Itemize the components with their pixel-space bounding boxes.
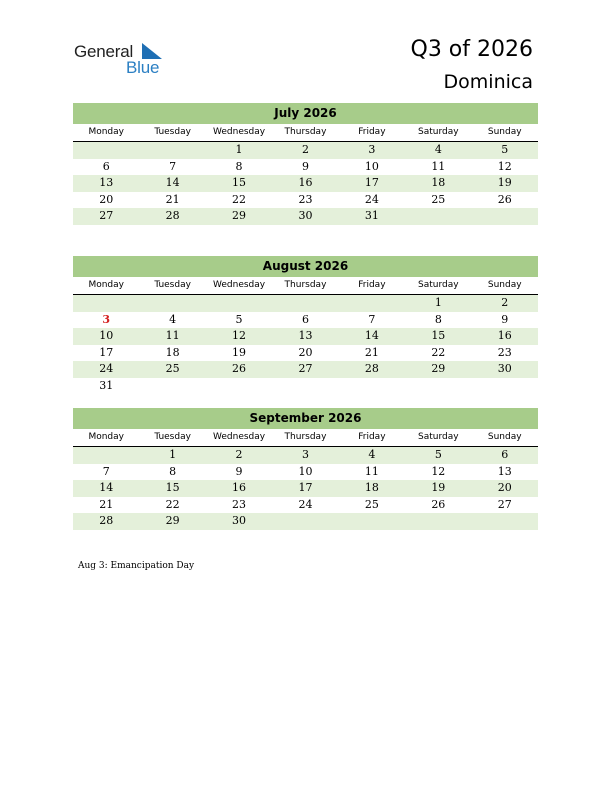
week-row [73,464,538,481]
day-cell: 8 [434,312,442,326]
weekday-label: Wednesday [213,280,266,290]
day-cell: 25 [364,497,379,511]
week-row [73,295,538,312]
day-cell: 28 [99,514,114,527]
day-cell: 9 [301,159,309,173]
week-row [73,480,538,497]
weekday-header-row [73,124,538,142]
weekday-label: Monday [88,280,124,290]
weekday-label: Tuesday [154,127,191,137]
day-cell: 12 [431,464,446,478]
week-row [73,447,538,464]
day-cell: 30 [298,209,313,222]
logo-flag-icon [142,43,164,59]
day-cell: 5 [434,448,442,461]
day-cell: 25 [165,362,180,375]
day-cell: 5 [235,312,243,326]
day-cell: 31 [99,378,114,392]
weekday-label: Sunday [487,127,522,137]
weekday-label: Monday [88,432,124,442]
week-row [73,192,538,209]
day-cell [472,513,538,530]
day-cell: 6 [102,159,110,173]
day-cell: 28 [364,362,379,375]
weekday-label: Wednesday [213,127,266,137]
weekday-label: Thursday [284,280,327,290]
day-cell: 20 [497,481,512,494]
day-cell: 7 [368,312,376,326]
day-cell: 6 [301,312,309,326]
weekday-label: Tuesday [154,280,191,290]
day-cell: 12 [232,329,247,342]
day-cell: 13 [99,176,114,189]
day-cell: 29 [232,209,247,222]
day-cell: 1 [434,296,442,309]
day-cell: 24 [298,497,313,511]
generalblue-logo [74,42,174,78]
day-cell: 4 [368,448,376,461]
day-cell [206,295,272,312]
weekday-label: Saturday [418,432,459,442]
day-cell: 10 [99,329,114,342]
day-cell [405,513,471,530]
day-cell [472,378,538,395]
day-cell: 23 [232,497,247,511]
holiday-note: Aug 3: Emancipation Day [78,561,195,571]
day-cell: 17 [99,345,114,359]
day-cell: 18 [431,176,446,189]
week-row [73,312,538,329]
holiday-day-cell: 3 [102,312,111,326]
day-cell: 10 [364,159,379,173]
day-cell: 11 [364,464,379,478]
day-cell: 3 [301,448,309,461]
day-cell [139,295,205,312]
day-cell: 28 [165,209,180,222]
day-cell: 21 [165,192,180,206]
day-cell [73,295,139,312]
day-cell: 2 [301,143,309,156]
day-cell: 21 [99,497,114,511]
day-cell: 22 [232,192,247,206]
day-cell: 18 [364,481,379,494]
day-cell: 16 [298,176,313,189]
week-row [73,345,538,362]
day-cell: 20 [99,192,114,206]
weekday-label: Friday [358,127,386,137]
day-cell: 22 [165,497,180,511]
day-cell: 15 [431,329,446,342]
day-cell: 20 [298,345,313,359]
day-cell: 2 [235,448,243,461]
day-cell: 1 [169,448,177,461]
day-cell: 24 [364,192,379,206]
week-row [73,513,538,530]
day-cell: 11 [431,159,446,173]
calendar-month-july [73,103,538,225]
week-row [73,159,538,176]
day-cell: 26 [431,497,446,511]
weekday-label: Friday [358,280,386,290]
weekday-label: Friday [358,432,386,442]
week-row [73,378,538,395]
day-cell: 16 [232,481,247,494]
day-cell: 23 [497,345,512,359]
day-cell: 23 [298,192,313,206]
day-cell: 29 [431,362,446,375]
day-cell: 15 [165,481,180,494]
day-cell: 27 [497,497,512,511]
week-row [73,142,538,159]
weekday-header-row [73,277,538,295]
month-header: September 2026 [73,408,538,429]
day-cell: 25 [431,192,446,206]
weekday-label: Sunday [487,280,522,290]
day-cell: 10 [298,464,313,478]
day-cell: 19 [497,176,512,189]
day-cell: 14 [165,176,180,189]
weekday-label: Tuesday [154,432,191,442]
day-cell [272,378,338,395]
day-cell [339,513,405,530]
day-cell: 30 [497,362,512,375]
day-cell [73,447,139,464]
weekday-label: Wednesday [213,432,266,442]
day-cell: 4 [169,312,177,326]
day-cell: 22 [431,345,446,359]
day-cell: 7 [102,464,110,478]
day-cell: 8 [235,159,243,173]
weekday-header-row [73,429,538,447]
day-cell: 6 [501,448,509,461]
day-cell: 9 [501,312,509,326]
day-cell: 9 [235,464,243,478]
day-cell: 21 [364,345,379,359]
day-cell [405,378,471,395]
day-cell: 24 [99,362,114,375]
day-cell: 4 [434,143,442,156]
day-cell: 12 [497,159,512,173]
day-cell: 18 [165,345,180,359]
week-row [73,497,538,514]
month-header: August 2026 [73,256,538,277]
day-cell: 11 [165,329,180,342]
day-cell: 30 [232,514,247,527]
day-cell: 5 [501,143,509,156]
day-cell [339,295,405,312]
calendar-month-september [73,408,538,530]
day-cell: 1 [235,143,243,156]
day-cell: 29 [165,514,180,527]
day-cell [73,142,139,159]
day-cell [139,142,205,159]
day-cell: 17 [364,176,379,189]
day-cell: 13 [497,464,512,478]
country-name: Dominica [443,71,533,93]
day-cell: 27 [99,209,114,222]
month-header: July 2026 [73,103,538,124]
week-row [73,208,538,225]
day-cell [472,208,538,225]
day-cell: 13 [298,329,313,342]
weekday-label: Saturday [418,280,459,290]
day-cell [339,378,405,395]
day-cell [272,513,338,530]
day-cell: 17 [298,481,313,494]
day-cell: 31 [364,209,379,222]
week-row [73,328,538,345]
logo-text-general: General [74,42,134,61]
page-title: Q3 of 2026 [410,37,533,62]
day-cell: 14 [99,481,114,494]
week-row [73,361,538,378]
weekday-label: Monday [88,127,124,137]
calendar-month-august [73,256,538,394]
day-cell: 19 [431,481,446,494]
weekday-label: Thursday [284,127,327,137]
week-row [73,175,538,192]
day-cell [405,208,471,225]
weekday-label: Thursday [284,432,327,442]
day-cell: 3 [368,143,376,156]
day-cell: 27 [298,362,313,375]
day-cell: 7 [169,159,177,173]
day-cell: 2 [501,296,509,309]
weekday-label: Sunday [487,432,522,442]
day-cell: 8 [169,464,177,478]
weekday-label: Saturday [418,127,459,137]
day-cell: 26 [232,362,247,375]
day-cell: 14 [364,329,379,342]
day-cell [139,378,205,395]
day-cell [272,295,338,312]
day-cell: 26 [497,192,512,206]
day-cell: 15 [232,176,247,189]
logo-text-blue: Blue [126,58,160,77]
day-cell: 16 [497,329,512,342]
day-cell [206,378,272,395]
day-cell: 19 [232,345,247,359]
